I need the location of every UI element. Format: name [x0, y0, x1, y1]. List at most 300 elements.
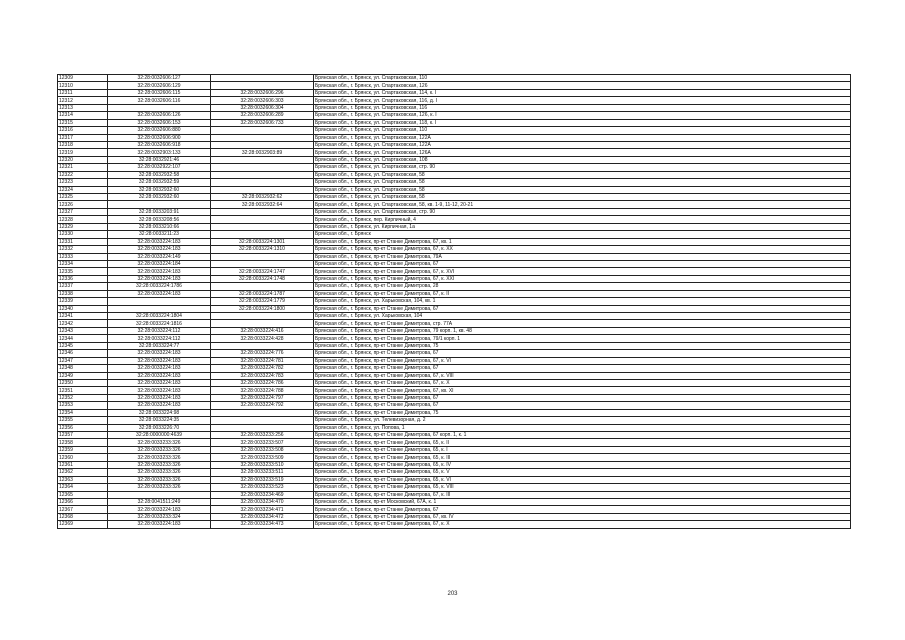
- object-cadastral-number-cell: 32:28:0033224:1787: [211, 290, 314, 297]
- object-cadastral-number-cell: 32:28:0033234:470: [211, 498, 314, 505]
- table-row: [58, 82, 851, 89]
- object-cadastral-number-cell: 32:28:0033233:511: [211, 469, 314, 476]
- land-cadastral-number-cell: 32:28:0033208:56: [108, 216, 211, 223]
- row-number-cell: 12320: [58, 156, 108, 163]
- table-row: [58, 268, 851, 275]
- land-cadastral-number-cell: 32:28:0033224:183: [108, 290, 211, 297]
- object-cadastral-number-cell: [211, 127, 314, 134]
- land-cadastral-number-cell: 32:28:0032606:880: [108, 127, 211, 134]
- row-number-cell: 12351: [58, 387, 108, 394]
- object-cadastral-number-cell: 32:28:0033233:519: [211, 476, 314, 483]
- object-cadastral-number-cell: 32:28:0033233:508: [211, 446, 314, 453]
- land-cadastral-number-cell: 32:28:0033224:183: [108, 394, 211, 401]
- land-cadastral-number-cell: 32:28:0033224:183: [108, 372, 211, 379]
- land-cadastral-number-cell: [108, 491, 211, 498]
- address-cell: Брянская обл., г. Брянск, ул. Спартаковская, 116, д. I: [314, 97, 851, 104]
- row-number-cell: 12318: [58, 141, 108, 148]
- land-cadastral-number-cell: 32:28:0032606:126: [108, 112, 211, 119]
- land-cadastral-number-cell: 32:28:0032903:133: [108, 149, 211, 156]
- table-row: [58, 231, 851, 238]
- land-cadastral-number-cell: 32:28:0032932:60: [108, 194, 211, 201]
- address-cell: Брянская обл., г. Брянск, пр-кт Станке Димитрова, 67, к. XX: [314, 246, 851, 253]
- land-cadastral-number-cell: 32:28:0032606:129: [108, 82, 211, 89]
- address-cell: Брянская обл., г. Брянск, пр-кт Станке Димитрова, 67, кв. 1: [314, 238, 851, 245]
- table-row: [58, 275, 851, 282]
- row-number-cell: 12358: [58, 439, 108, 446]
- row-number-cell: 12340: [58, 305, 108, 312]
- registry-table-body: [58, 75, 851, 529]
- object-cadastral-number-cell: 32:28:0033224:776: [211, 350, 314, 357]
- row-number-cell: 12347: [58, 357, 108, 364]
- address-cell: Брянская обл., г. Брянск, ул. Попова, 1: [314, 424, 851, 431]
- object-cadastral-number-cell: 32:28:0033233:256: [211, 432, 314, 439]
- land-cadastral-number-cell: 32:28:0033233:326: [108, 476, 211, 483]
- land-cadastral-number-cell: 32:28:0033224:183: [108, 387, 211, 394]
- object-cadastral-number-cell: [211, 342, 314, 349]
- table-row: [58, 313, 851, 320]
- table-row: [58, 491, 851, 498]
- table-row: [58, 387, 851, 394]
- table-row: [58, 246, 851, 253]
- land-cadastral-number-cell: [108, 104, 211, 111]
- land-cadastral-number-cell: 32:28:0033224:183: [108, 379, 211, 386]
- object-cadastral-number-cell: [211, 216, 314, 223]
- row-number-cell: 12339: [58, 298, 108, 305]
- object-cadastral-number-cell: 32:28:0033234:469: [211, 491, 314, 498]
- row-number-cell: 12332: [58, 246, 108, 253]
- land-cadastral-number-cell: 32:28:0033224:77: [108, 342, 211, 349]
- object-cadastral-number-cell: 32:28:0033224:428: [211, 335, 314, 342]
- address-cell: Брянская обл., г. Брянск, пр-кт Станке Димитрова, 67: [314, 402, 851, 409]
- row-number-cell: 12325: [58, 194, 108, 201]
- address-cell: Брянская обл., г. Брянск, ул. Спартаковская, стр. 90: [314, 164, 851, 171]
- object-cadastral-number-cell: 32:28:0033233:523: [211, 484, 314, 491]
- address-cell: Брянская обл., г. Брянск, пр-кт Станке Димитрова, 67, к. X: [314, 379, 851, 386]
- address-cell: Брянская обл., г. Брянск, пр-кт Станке Димитрова, 67, к. X: [314, 521, 851, 528]
- land-cadastral-number-cell: 32:28:0032922:107: [108, 164, 211, 171]
- land-cadastral-number-cell: 32:28:0033224:112: [108, 335, 211, 342]
- land-cadastral-number-cell: 32:28:0032932:59: [108, 179, 211, 186]
- row-number-cell: 12323: [58, 179, 108, 186]
- row-number-cell: 12326: [58, 201, 108, 208]
- table-row: [58, 424, 851, 431]
- object-cadastral-number-cell: [211, 208, 314, 215]
- object-cadastral-number-cell: [211, 82, 314, 89]
- object-cadastral-number-cell: [211, 134, 314, 141]
- row-number-cell: 12345: [58, 342, 108, 349]
- address-cell: Брянская обл., г. Брянск, ул. Спартаковская, 126: [314, 82, 851, 89]
- address-cell: Брянская обл., г. Брянск, пр-кт Станке Димитрова, 65, к. III: [314, 454, 851, 461]
- table-row: [58, 149, 851, 156]
- address-cell: Брянская обл., г. Брянск, пр-кт Станке Димитрова, 79А: [314, 253, 851, 260]
- land-cadastral-number-cell: 32:28:0033211:23: [108, 231, 211, 238]
- object-cadastral-number-cell: [211, 164, 314, 171]
- address-cell: Брянская обл., г. Брянск, пр-кт Станке Димитрова, 65, к. VIII: [314, 484, 851, 491]
- table-row: [58, 394, 851, 401]
- object-cadastral-number-cell: 32:28:0033224:781: [211, 357, 314, 364]
- land-cadastral-number-cell: 32:28:0033224:183: [108, 357, 211, 364]
- object-cadastral-number-cell: [211, 141, 314, 148]
- land-cadastral-number-cell: 32:28:0033224:1816: [108, 320, 211, 327]
- table-row: [58, 439, 851, 446]
- row-number-cell: 12335: [58, 268, 108, 275]
- row-number-cell: 12336: [58, 275, 108, 282]
- row-number-cell: 12360: [58, 454, 108, 461]
- row-number-cell: 12361: [58, 461, 108, 468]
- row-number-cell: 12341: [58, 313, 108, 320]
- table-row: [58, 469, 851, 476]
- address-cell: Брянская обл., г. Брянск, пр-кт Станке Димитрова, 67: [314, 305, 851, 312]
- table-row: [58, 216, 851, 223]
- table-row: [58, 432, 851, 439]
- address-cell: Брянская обл., г. Брянск, пр-кт Станке Димитрова, 65, к. I: [314, 446, 851, 453]
- table-row: [58, 402, 851, 409]
- table-row: [58, 223, 851, 230]
- address-cell: Брянская обл., г. Брянск, ул. Спартаковская, 108: [314, 156, 851, 163]
- object-cadastral-number-cell: 32:28:0032606:304: [211, 104, 314, 111]
- object-cadastral-number-cell: 32:28:0033224:416: [211, 327, 314, 334]
- address-cell: Брянская обл., г. Брянск, пр-кт Станке Димитрова, 67: [314, 350, 851, 357]
- address-cell: Брянская обл., г. Брянск, пр-кт Станке Димитрова, 67: [314, 260, 851, 267]
- table-row: [58, 260, 851, 267]
- table-row: [58, 335, 851, 342]
- table-row: [58, 350, 851, 357]
- object-cadastral-number-cell: 32:28:0033224:1301: [211, 238, 314, 245]
- land-cadastral-number-cell: 32:28:0033210:66: [108, 223, 211, 230]
- land-cadastral-number-cell: 32:28:0000000:4639: [108, 432, 211, 439]
- table-row: [58, 127, 851, 134]
- row-number-cell: 12317: [58, 134, 108, 141]
- address-cell: Брянская обл., г. Брянск, ул. Спартаковская, 114, к. I: [314, 89, 851, 96]
- row-number-cell: 12324: [58, 186, 108, 193]
- address-cell: Брянская обл., г. Брянск, пр-кт Станке Димитрова, 67, кв. IV: [314, 513, 851, 520]
- address-cell: Брянская обл., г. Брянск, ул. Спартаковская, 122А: [314, 141, 851, 148]
- land-cadastral-number-cell: 32:28:0033224:183: [108, 365, 211, 372]
- land-cadastral-number-cell: 32:28:0032606:127: [108, 75, 211, 82]
- land-cadastral-number-cell: 32:28:0033224:183: [108, 268, 211, 275]
- land-cadastral-number-cell: 32:28:0033224:183: [108, 521, 211, 528]
- row-number-cell: 12338: [58, 290, 108, 297]
- row-number-cell: 12315: [58, 119, 108, 126]
- land-cadastral-number-cell: 32:28:0033233:326: [108, 439, 211, 446]
- object-cadastral-number-cell: 32:28:0032606:289: [211, 112, 314, 119]
- table-row: [58, 521, 851, 528]
- address-cell: Брянская обл., г. Брянск, ул. Спартаковская, 58: [314, 171, 851, 178]
- table-row: [58, 186, 851, 193]
- table-row: [58, 372, 851, 379]
- object-cadastral-number-cell: 32:28:0033224:788: [211, 387, 314, 394]
- land-cadastral-number-cell: 32:28:0032606:918: [108, 141, 211, 148]
- object-cadastral-number-cell: [211, 223, 314, 230]
- address-cell: Брянская обл., г. Брянск, пр-кт Станке Димитрова, 67 корп. 1, к. 1: [314, 432, 851, 439]
- object-cadastral-number-cell: 32:28:0033233:509: [211, 454, 314, 461]
- land-cadastral-number-cell: 32:28:0033226:70: [108, 424, 211, 431]
- table-row: [58, 104, 851, 111]
- address-cell: Брянская обл., г. Брянск, ул. Спартаковская, 58: [314, 186, 851, 193]
- row-number-cell: 12311: [58, 89, 108, 96]
- object-cadastral-number-cell: 32:28:0033224:797: [211, 394, 314, 401]
- land-cadastral-number-cell: 32:28:0033233:326: [108, 454, 211, 461]
- object-cadastral-number-cell: 32:28:0033224:782: [211, 365, 314, 372]
- object-cadastral-number-cell: [211, 186, 314, 193]
- table-row: [58, 476, 851, 483]
- object-cadastral-number-cell: [211, 283, 314, 290]
- object-cadastral-number-cell: [211, 75, 314, 82]
- address-cell: Брянская обл., г. Брянск, ул. Спартаковская, 58: [314, 179, 851, 186]
- object-cadastral-number-cell: 32:28:0033224:792: [211, 402, 314, 409]
- row-number-cell: 12357: [58, 432, 108, 439]
- row-number-cell: 12344: [58, 335, 108, 342]
- table-row: [58, 290, 851, 297]
- object-cadastral-number-cell: 32:28:0033224:1747: [211, 268, 314, 275]
- row-number-cell: 12365: [58, 491, 108, 498]
- table-row: [58, 253, 851, 260]
- land-cadastral-number-cell: 32:28:0032932:60: [108, 186, 211, 193]
- address-cell: Брянская обл., г. Брянск, пр-кт Станке Димитрова, 65, к. IV: [314, 461, 851, 468]
- land-cadastral-number-cell: 32:28:0032932:58: [108, 171, 211, 178]
- table-row: [58, 498, 851, 505]
- row-number-cell: 12369: [58, 521, 108, 528]
- table-row: [58, 156, 851, 163]
- table-row: [58, 365, 851, 372]
- address-cell: Брянская обл., г. Брянск, пр-кт Станке Димитрова, 67, к. VIII: [314, 372, 851, 379]
- object-cadastral-number-cell: 32:28:0033224:1748: [211, 275, 314, 282]
- address-cell: Брянская обл., г. Брянск, пр-кт Московский, 67А, к. 1: [314, 498, 851, 505]
- table-row: [58, 461, 851, 468]
- row-number-cell: 12352: [58, 394, 108, 401]
- land-cadastral-number-cell: 32:28:0033224:183: [108, 246, 211, 253]
- row-number-cell: 12333: [58, 253, 108, 260]
- land-cadastral-number-cell: 32:28:0041511:249: [108, 498, 211, 505]
- row-number-cell: 12334: [58, 260, 108, 267]
- address-cell: Брянская обл., г. Брянск, пр-кт Станке Димитрова, 67, к. XXI: [314, 275, 851, 282]
- row-number-cell: 12343: [58, 327, 108, 334]
- land-cadastral-number-cell: 32:28:0033233:326: [108, 446, 211, 453]
- table-row: [58, 141, 851, 148]
- table-row: [58, 164, 851, 171]
- row-number-cell: 12349: [58, 372, 108, 379]
- address-cell: Брянская обл., г. Брянск, пр-кт Станке Димитрова, 67, кв. XI: [314, 387, 851, 394]
- object-cadastral-number-cell: 32:28:0033234:472: [211, 513, 314, 520]
- table-row: [58, 305, 851, 312]
- land-cadastral-number-cell: 32:28:0032921:46: [108, 156, 211, 163]
- row-number-cell: 12331: [58, 238, 108, 245]
- registry-table: [57, 74, 851, 529]
- table-row: [58, 484, 851, 491]
- table-row: [58, 112, 851, 119]
- row-number-cell: 12314: [58, 112, 108, 119]
- table-row: [58, 75, 851, 82]
- table-row: [58, 134, 851, 141]
- land-cadastral-number-cell: 32:28:0032606:900: [108, 134, 211, 141]
- address-cell: Брянская обл., г. Брянск, ул. Кирпичная, 1а: [314, 223, 851, 230]
- object-cadastral-number-cell: [211, 409, 314, 416]
- table-row: [58, 283, 851, 290]
- address-cell: Брянская обл., г. Брянск, пр-кт Станке Димитрова, 79/1 корп. 1: [314, 335, 851, 342]
- land-cadastral-number-cell: 32:28:0033224:1804: [108, 313, 211, 320]
- address-cell: Брянская обл., г. Брянск, ул. Спартаковская, 126А: [314, 149, 851, 156]
- row-number-cell: 12342: [58, 320, 108, 327]
- land-cadastral-number-cell: [108, 298, 211, 305]
- address-cell: Брянская обл., г. Брянск, ул. Телевизорная, д. 2: [314, 417, 851, 424]
- row-number-cell: 12330: [58, 231, 108, 238]
- address-cell: Брянская обл., г. Брянск, пр-кт Станке Димитрова, 67: [314, 394, 851, 401]
- object-cadastral-number-cell: 32:28:0032932:64: [211, 201, 314, 208]
- address-cell: Брянская обл., г. Брянск, пр-кт Станке Димитрова, 75: [314, 409, 851, 416]
- row-number-cell: 12310: [58, 82, 108, 89]
- address-cell: Брянская обл., г. Брянск, ул. Харьковская, 104: [314, 313, 851, 320]
- table-row: [58, 89, 851, 96]
- object-cadastral-number-cell: 32:28:0033234:473: [211, 521, 314, 528]
- row-number-cell: 12312: [58, 97, 108, 104]
- land-cadastral-number-cell: 32:28:0033203:91: [108, 208, 211, 215]
- object-cadastral-number-cell: 32:28:0033224:783: [211, 372, 314, 379]
- address-cell: Брянская обл., г. Брянск, пр-кт Станке Димитрова, 75: [314, 342, 851, 349]
- address-cell: Брянская обл., г. Брянск, ул. Спартаковская, 58, кв. 1-9, 11-12, 20-21: [314, 201, 851, 208]
- address-cell: Брянская обл., г. Брянск, ул. Спартаковская, 126, к. I: [314, 112, 851, 119]
- row-number-cell: 12353: [58, 402, 108, 409]
- land-cadastral-number-cell: 32:28:0033224:35: [108, 417, 211, 424]
- row-number-cell: 12355: [58, 417, 108, 424]
- land-cadastral-number-cell: 32:28:0033224:184: [108, 260, 211, 267]
- land-cadastral-number-cell: 32:28:0033224:183: [108, 238, 211, 245]
- object-cadastral-number-cell: [211, 171, 314, 178]
- row-number-cell: 12313: [58, 104, 108, 111]
- object-cadastral-number-cell: [211, 231, 314, 238]
- address-cell: Брянская обл., г. Брянск, пр-кт Станке Димитрова, 65, к. V: [314, 469, 851, 476]
- table-row: [58, 179, 851, 186]
- object-cadastral-number-cell: [211, 253, 314, 260]
- land-cadastral-number-cell: 32:28:0032606:153: [108, 119, 211, 126]
- land-cadastral-number-cell: 32:28:0033233:326: [108, 461, 211, 468]
- table-row: [58, 342, 851, 349]
- row-number-cell: 12350: [58, 379, 108, 386]
- object-cadastral-number-cell: 32:28:0032606:296: [211, 89, 314, 96]
- table-row: [58, 454, 851, 461]
- row-number-cell: 12366: [58, 498, 108, 505]
- table-row: [58, 409, 851, 416]
- table-row: [58, 327, 851, 334]
- table-row: [58, 238, 851, 245]
- object-cadastral-number-cell: [211, 417, 314, 424]
- table-row: [58, 194, 851, 201]
- object-cadastral-number-cell: 32:28:0032903:89: [211, 149, 314, 156]
- land-cadastral-number-cell: 32:28:0033224:183: [108, 402, 211, 409]
- land-cadastral-number-cell: 32:28:0033224:183: [108, 506, 211, 513]
- address-cell: Брянская обл., г. Брянск, ул. Спартаковская, 118, к. I: [314, 119, 851, 126]
- land-cadastral-number-cell: 32:28:0032606:115: [108, 89, 211, 96]
- object-cadastral-number-cell: [211, 424, 314, 431]
- row-number-cell: 12368: [58, 513, 108, 520]
- object-cadastral-number-cell: [211, 156, 314, 163]
- row-number-cell: 12322: [58, 171, 108, 178]
- address-cell: Брянская обл., г. Брянск, ул. Спартаковская, стр. 90: [314, 208, 851, 215]
- table-row: [58, 119, 851, 126]
- row-number-cell: 12316: [58, 127, 108, 134]
- row-number-cell: 12327: [58, 208, 108, 215]
- row-number-cell: 12364: [58, 484, 108, 491]
- address-cell: Брянская обл., г. Брянск, пр-кт Станке Димитрова, 67: [314, 365, 851, 372]
- address-cell: Брянская обл., г. Брянск, пр-кт Станке Димитрова, 67, к. VI: [314, 357, 851, 364]
- row-number-cell: 12348: [58, 365, 108, 372]
- row-number-cell: 12367: [58, 506, 108, 513]
- table-row: [58, 208, 851, 215]
- row-number-cell: 12328: [58, 216, 108, 223]
- object-cadastral-number-cell: 32:28:0033233:507: [211, 439, 314, 446]
- address-cell: Брянская обл., г. Брянск, пр-кт Станке Димитрова, 65, к. VI: [314, 476, 851, 483]
- row-number-cell: 12359: [58, 446, 108, 453]
- row-number-cell: 12321: [58, 164, 108, 171]
- address-cell: Брянская обл., г. Брянск, пер. Кирпичный, 4: [314, 216, 851, 223]
- address-cell: Брянская обл., г. Брянск, пр-кт Станке Димитрова, 65, к. II: [314, 439, 851, 446]
- object-cadastral-number-cell: 32:28:0033224:1310: [211, 246, 314, 253]
- table-row: [58, 97, 851, 104]
- row-number-cell: 12346: [58, 350, 108, 357]
- address-cell: Брянская обл., г. Брянск, пр-кт Станке Димитрова, 67, к. XVI: [314, 268, 851, 275]
- row-number-cell: 12309: [58, 75, 108, 82]
- object-cadastral-number-cell: 32:28:0032606:733: [211, 119, 314, 126]
- object-cadastral-number-cell: 32:28:0033224:1800: [211, 305, 314, 312]
- object-cadastral-number-cell: [211, 179, 314, 186]
- object-cadastral-number-cell: 32:28:0033224:786: [211, 379, 314, 386]
- page-number: 203: [447, 591, 458, 597]
- table-row: [58, 513, 851, 520]
- land-cadastral-number-cell: 32:28:0033224:112: [108, 327, 211, 334]
- object-cadastral-number-cell: [211, 320, 314, 327]
- land-cadastral-number-cell: 32:28:0033224:149: [108, 253, 211, 260]
- row-number-cell: 12356: [58, 424, 108, 431]
- object-cadastral-number-cell: 32:28:0032606:303: [211, 97, 314, 104]
- land-cadastral-number-cell: 32:28:0032606:116: [108, 97, 211, 104]
- address-cell: Брянская обл., г. Брянск, пр-кт Станке Димитрова, 28: [314, 283, 851, 290]
- table-row: [58, 379, 851, 386]
- land-cadastral-number-cell: 32:28:0033224:183: [108, 275, 211, 282]
- object-cadastral-number-cell: 32:28:0032932:62: [211, 194, 314, 201]
- row-number-cell: 12354: [58, 409, 108, 416]
- address-cell: Брянская обл., г. Брянск, ул. Спартаковская, 122А: [314, 134, 851, 141]
- address-cell: Брянская обл., г. Брянск, пр-кт Станке Димитрова, стр. 77А: [314, 320, 851, 327]
- address-cell: Брянская обл., г. Брянск, ул. Спартаковская, 110: [314, 127, 851, 134]
- land-cadastral-number-cell: 32:28:0033233:324: [108, 513, 211, 520]
- table-row: [58, 298, 851, 305]
- table-row: [58, 506, 851, 513]
- address-cell: Брянская обл., г. Брянск, пр-кт Станке Димитрова, 67, к. II: [314, 290, 851, 297]
- object-cadastral-number-cell: [211, 313, 314, 320]
- land-cadastral-number-cell: 32:28:0033233:326: [108, 484, 211, 491]
- object-cadastral-number-cell: [211, 260, 314, 267]
- object-cadastral-number-cell: 32:28:0033233:510: [211, 461, 314, 468]
- address-cell: Брянская обл., г. Брянск, ул. Спартаковская, 58: [314, 194, 851, 201]
- address-cell: Брянская обл., г. Брянск, ул. Харьковская, 104, кв. 1: [314, 298, 851, 305]
- table-row: [58, 320, 851, 327]
- table-row: [58, 171, 851, 178]
- land-cadastral-number-cell: 32:28:0033224:1786: [108, 283, 211, 290]
- land-cadastral-number-cell: 32:28:0033224:98: [108, 409, 211, 416]
- table-row: [58, 201, 851, 208]
- row-number-cell: 12337: [58, 283, 108, 290]
- address-cell: Брянская обл., г. Брянск, пр-кт Станке Димитрова, 79 корп. 1, кв. 48: [314, 327, 851, 334]
- address-cell: Брянская обл., г. Брянск, ул. Спартаковская, 110: [314, 75, 851, 82]
- land-cadastral-number-cell: 32:28:0033224:183: [108, 350, 211, 357]
- land-cadastral-number-cell: [108, 201, 211, 208]
- land-cadastral-number-cell: [108, 305, 211, 312]
- address-cell: Брянская обл., г. Брянск, пр-кт Станке Димитрова, 67, к. III: [314, 491, 851, 498]
- object-cadastral-number-cell: 32:28:0033224:1779: [211, 298, 314, 305]
- table-row: [58, 357, 851, 364]
- row-number-cell: 12319: [58, 149, 108, 156]
- object-cadastral-number-cell: 32:28:0033234:471: [211, 506, 314, 513]
- table-row: [58, 417, 851, 424]
